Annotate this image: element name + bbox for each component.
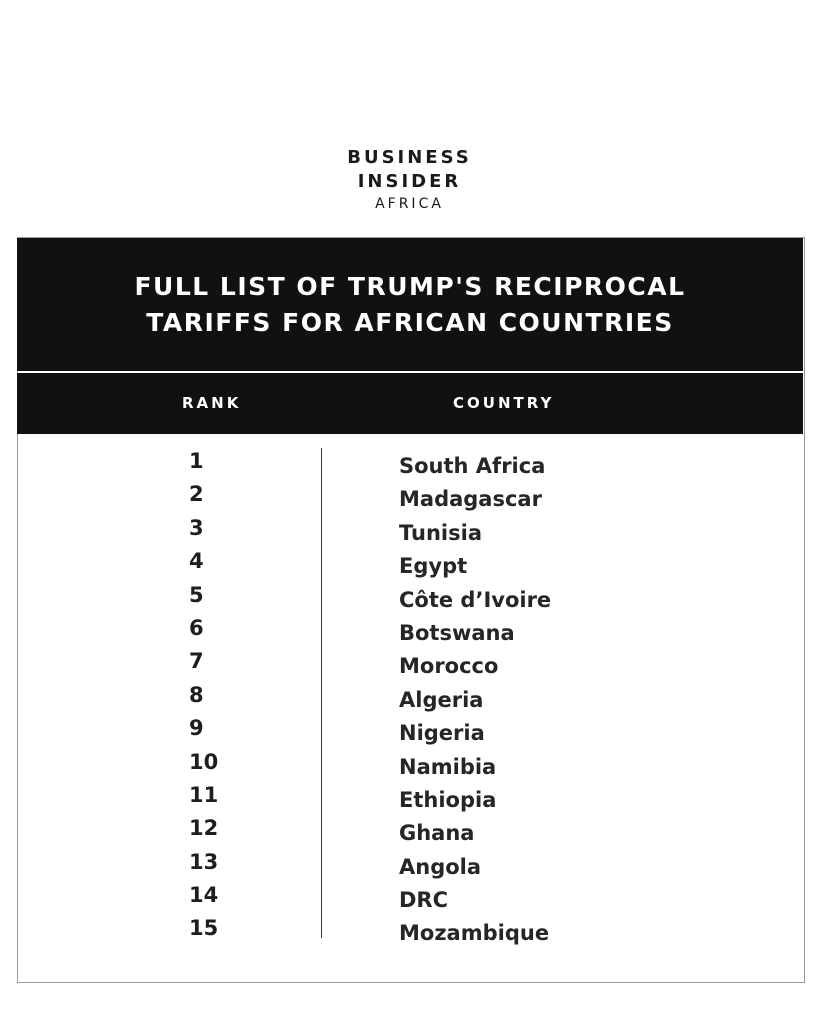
country-cell: Egypt <box>399 554 468 579</box>
logo-line-insider: INSIDER <box>357 171 462 192</box>
rank-cell: 4 <box>189 549 204 574</box>
rank-cell: 8 <box>189 682 204 707</box>
rank-cell: 14 <box>189 883 219 908</box>
table-header-row <box>17 373 803 434</box>
rank-cell: 7 <box>189 649 204 674</box>
country-cell: Nigeria <box>399 721 485 746</box>
rank-cell: 12 <box>189 816 219 841</box>
country-column <box>399 450 551 951</box>
country-cell: Madagascar <box>399 487 542 512</box>
rank-cell: 11 <box>189 782 219 807</box>
rank-cell: 6 <box>189 615 204 640</box>
country-cell: Angola <box>399 854 482 879</box>
title-bar <box>17 238 803 371</box>
rank-cell: 15 <box>189 916 219 941</box>
country-cell: Ghana <box>399 821 475 846</box>
country-cell: Botswana <box>399 620 515 645</box>
logo-line-business: BUSINESS <box>347 147 472 168</box>
country-cell: Côte d’Ivoire <box>399 587 552 612</box>
country-cell: DRC <box>399 888 449 913</box>
column-divider <box>321 448 322 938</box>
table-title: FULL LIST OF TRUMP'S RECIPROCAL TARIFFS FOR AFRICAN COUNTRIES <box>134 271 686 337</box>
rank-column-header: RANK <box>182 394 242 412</box>
rank-cell: 13 <box>189 849 219 874</box>
country-cell: Morocco <box>399 654 499 679</box>
country-column-header: COUNTRY <box>453 394 555 412</box>
country-cell: Ethiopia <box>399 787 497 812</box>
rank-cell: 5 <box>189 582 204 607</box>
country-cell: Tunisia <box>399 520 482 545</box>
rank-cell: 1 <box>189 449 204 473</box>
country-cell: South Africa <box>399 454 546 478</box>
rank-cell: 2 <box>189 482 204 507</box>
rank-cell: 10 <box>189 749 219 774</box>
country-cell: Namibia <box>399 754 497 779</box>
logo-line-africa: AFRICA <box>375 196 444 212</box>
rank-cell: 3 <box>189 515 204 540</box>
rank-column <box>189 445 218 946</box>
business-insider-africa-logo <box>0 146 819 214</box>
tariff-table-card <box>17 237 805 983</box>
country-cell: Mozambique <box>399 921 550 946</box>
country-cell: Algeria <box>399 687 484 712</box>
rank-cell: 9 <box>189 716 204 741</box>
